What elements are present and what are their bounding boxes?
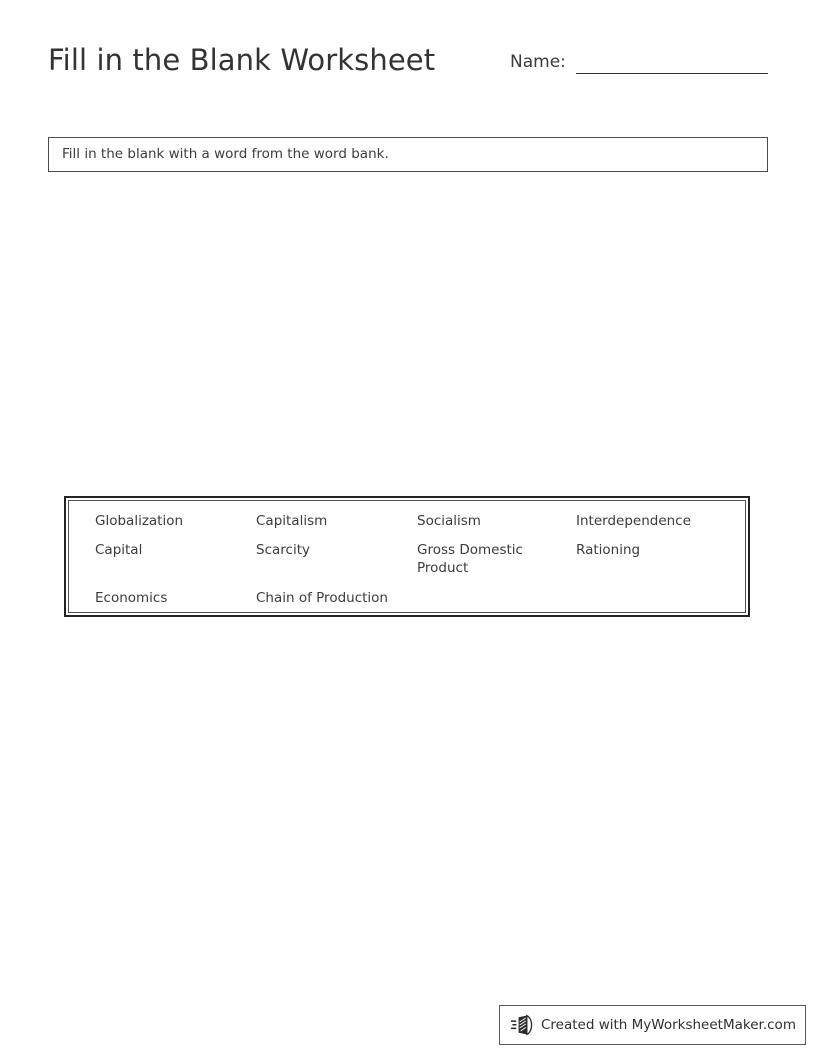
myworksheetmaker-logo-icon [510,1013,534,1037]
word-bank-item[interactable]: Economics [95,590,168,606]
word-bank-item[interactable]: Chain of Production [256,590,388,606]
word-bank-item[interactable]: Interdependence [576,513,691,529]
word-bank-item[interactable]: Capitalism [256,513,328,529]
worksheet-header [48,40,768,100]
page-title: Fill in the Blank Worksheet [48,43,436,77]
word-bank-inner-border [68,500,746,613]
questions-area [48,186,768,486]
created-with-badge-label: Created with MyWorksheetMaker.com [541,1017,796,1033]
word-bank-row [95,512,737,541]
name-field-group [510,50,768,84]
name-label: Name: [510,52,566,72]
word-bank-item[interactable]: Socialism [417,513,481,529]
instruction-text: Fill in the blank with a word from the word bank. [62,146,389,162]
word-bank-item[interactable]: Scarcity [256,542,310,558]
word-bank-grid [95,512,737,608]
word-bank [64,496,750,617]
word-bank-item[interactable]: Globalization [95,513,184,529]
created-with-badge[interactable] [499,1005,806,1045]
word-bank-item[interactable]: Rationing [576,542,641,558]
word-bank-item[interactable]: Gross Domestic Product [417,542,523,576]
name-input-line[interactable] [576,73,768,74]
word-bank-item[interactable]: Capital [95,542,143,558]
instruction-box [48,137,768,172]
word-bank-row [95,589,737,618]
word-bank-row [95,541,737,589]
